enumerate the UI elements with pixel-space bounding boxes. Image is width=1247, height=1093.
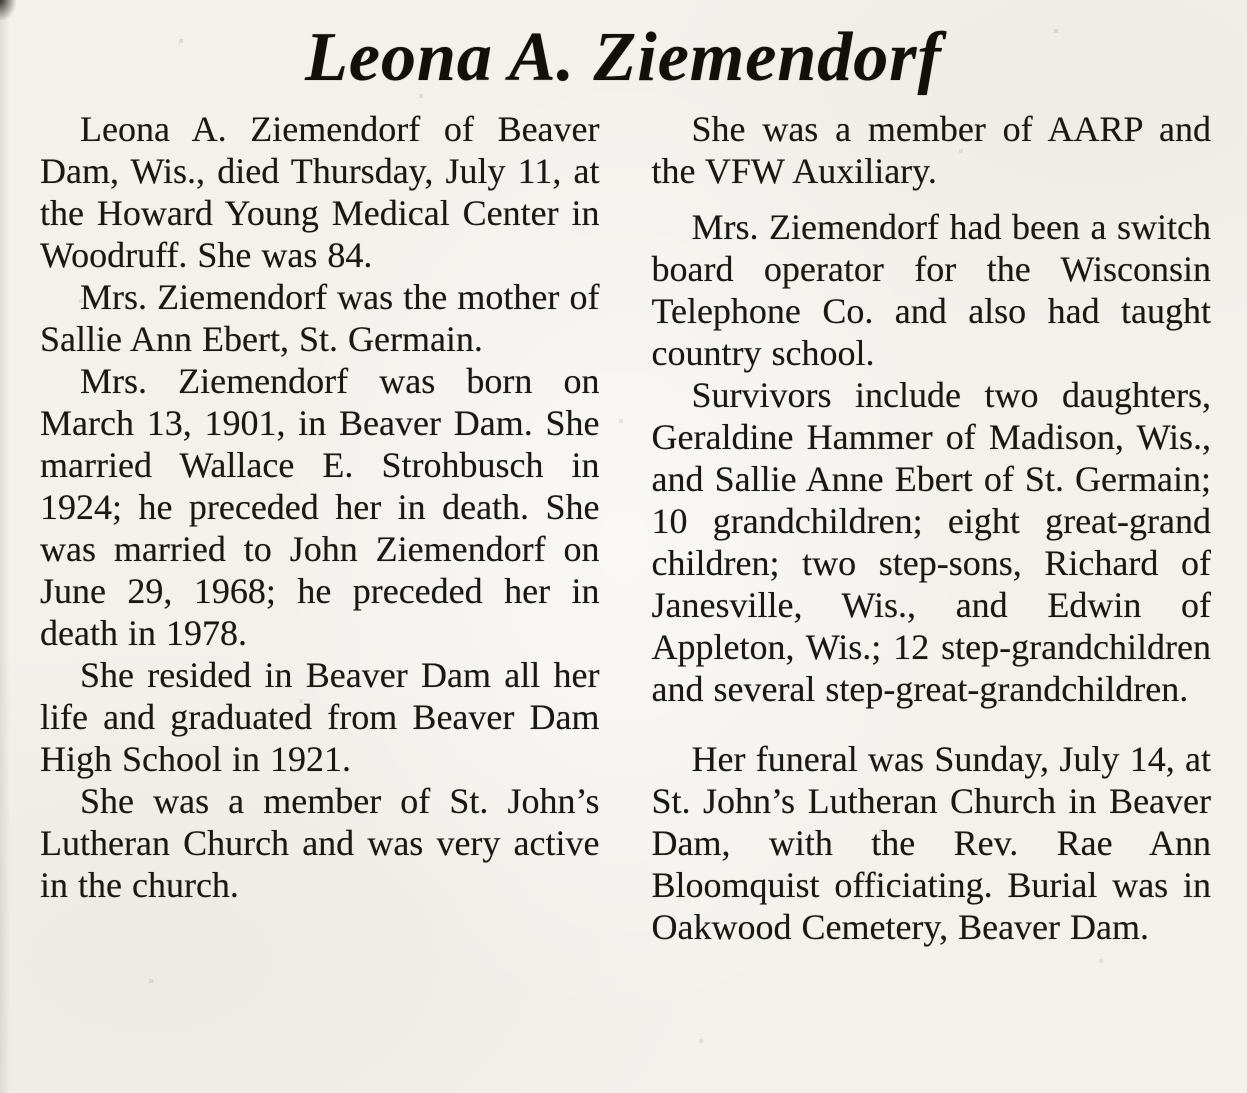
obituary-paragraph-survivors: Survivors include two daughters, Geraldine Hammer of Madison, Wis., and Sallie Anne Ebert of St. Germain; 10 grandchildren; eight great-grand children; two step-sons, Richard of Janesville, Wis., and Edwin of Appleton, Wis.; 12 step-grandchildren and several step-great-grandchildren. bbox=[651, 375, 1211, 709]
obituary-paragraph-funeral: Her funeral was Sunday, July 14, at St. John’s Lutheran Church in Beaver Dam, with the Rev. Rae Ann Bloomquist officiating. Burial was in Oakwood Cemetery, Beaver Dam. bbox=[651, 739, 1211, 947]
obituary-paragraph-church-membership: She was a member of St. John’s Lutheran Church and was very active in the church. bbox=[40, 781, 600, 905]
obituary-paragraph-mother: Mrs. Ziemendorf was the mother of Sallie Ann Ebert, St. Germain. bbox=[40, 277, 600, 359]
obituary-paragraph-career: Mrs. Ziemendorf had been a switch board operator for the Wisconsin Telephone Co. and also had taught country school. bbox=[651, 207, 1211, 373]
left-column bbox=[40, 108, 600, 948]
obituary-paragraph-residence-education: She resided in Beaver Dam all her life and graduated from Beaver Dam High School in 1921. bbox=[40, 655, 600, 779]
right-column bbox=[652, 108, 1212, 948]
scan-noise-speckles bbox=[0, 0, 2, 2]
obituary-headline: Leona A. Ziemendorf bbox=[305, 19, 942, 96]
obituary-paragraph-memberships: She was a member of AARP and the VFW Auxiliary. bbox=[651, 109, 1211, 191]
article-columns bbox=[0, 94, 1247, 948]
obituary-paragraph-death-notice: Leona A. Ziemendorf of Beaver Dam, Wis., died Thursday, July 11, at the Howard Young Medical Center in Woodruff. She was 84. bbox=[40, 109, 600, 275]
obituary-paragraph-birth-marriages: Mrs. Ziemendorf was born on March 13, 1901, in Beaver Dam. She married Wallace E. Strohbusch in 1924; he preceded her in death. She was married to John Ziemendorf on June 29, 1968; he preceded her in death in 1978. bbox=[40, 361, 600, 653]
scan-corner-artifact bbox=[0, 0, 16, 20]
